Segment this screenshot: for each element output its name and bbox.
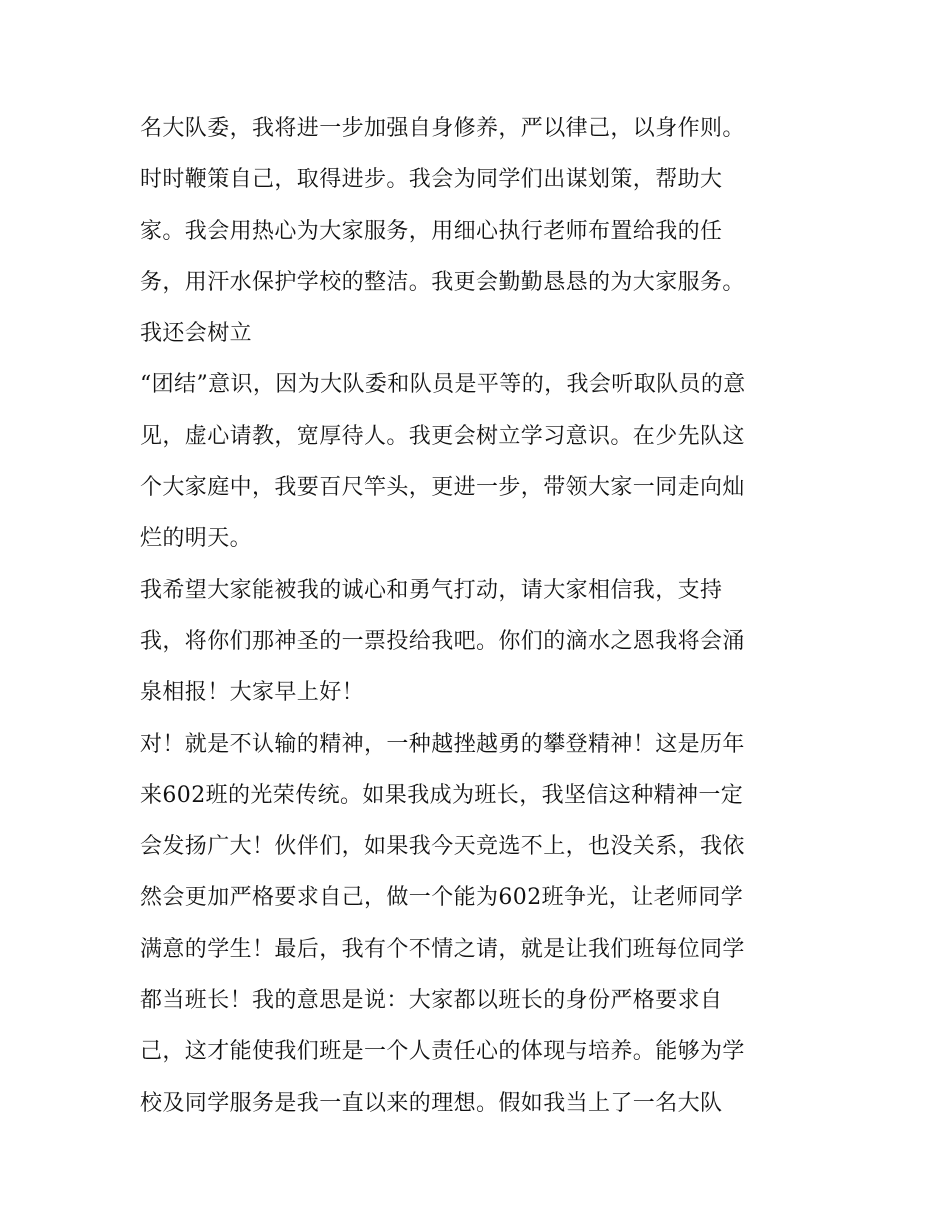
text-line: 己，这才能使我们班是一个人责任心的体现与培养。能够为学 (140, 1039, 745, 1065)
text-line: 时时鞭策自己，取得进步。我会为同学们出谋划策，帮助大 (140, 167, 723, 193)
text-line: 泉相报！大家早上好！ (140, 680, 365, 706)
text-line: 个大家庭中，我要百尺竿头，更进一步，带领大家一同走向灿 (140, 475, 745, 501)
text-line: 见，虚心请教，宽厚待人。我更会树立学习意识。在少先队这 (140, 423, 745, 449)
text-line: 对！就是不认输的精神，一种越挫越勇的攀登精神！这是历年 (140, 731, 745, 757)
text-line: 会发扬广大！伙伴们，如果我今天竞选不上，也没关系，我依 (140, 834, 745, 860)
text-line: 来602班的光荣传统。如果我成为班长，我坚信这种精神一定 (140, 782, 744, 808)
text-line: 然会更加严格要求自己，做一个能为602班争光，让老师同学 (140, 885, 744, 911)
text-line: 我希望大家能被我的诚心和勇气打动，请大家相信我，支持 (140, 577, 723, 603)
text-line: “团结”意识，因为大队委和队员是平等的，我会听取队员的意 (140, 372, 746, 398)
text-line: 满意的学生！最后，我有个不情之请，就是让我们班每位同学 (140, 936, 745, 962)
text-line: 名大队委，我将进一步加强自身修养，严以律己，以身作则。 (140, 116, 745, 141)
text-line: 我，将你们那神圣的一票投给我吧。你们的滴水之恩我将会涌 (140, 628, 745, 654)
text-line: 家。我会用热心为大家服务，用细心执行老师布置给我的任 (140, 218, 723, 244)
text-line: 都当班长！我的意思是说：大家都以班长的身份严格要求自 (140, 988, 723, 1014)
text-line: 务，用汗水保护学校的整洁。我更会勤勤恳恳的为大家服务。 (140, 269, 745, 295)
text-line: 校及同学服务是我一直以来的理想。假如我当上了一名大队 (140, 1090, 723, 1116)
text-line: 我还会树立 (140, 321, 253, 347)
text-line: 烂的明天。 (140, 526, 253, 552)
document-body (140, 103, 820, 1129)
